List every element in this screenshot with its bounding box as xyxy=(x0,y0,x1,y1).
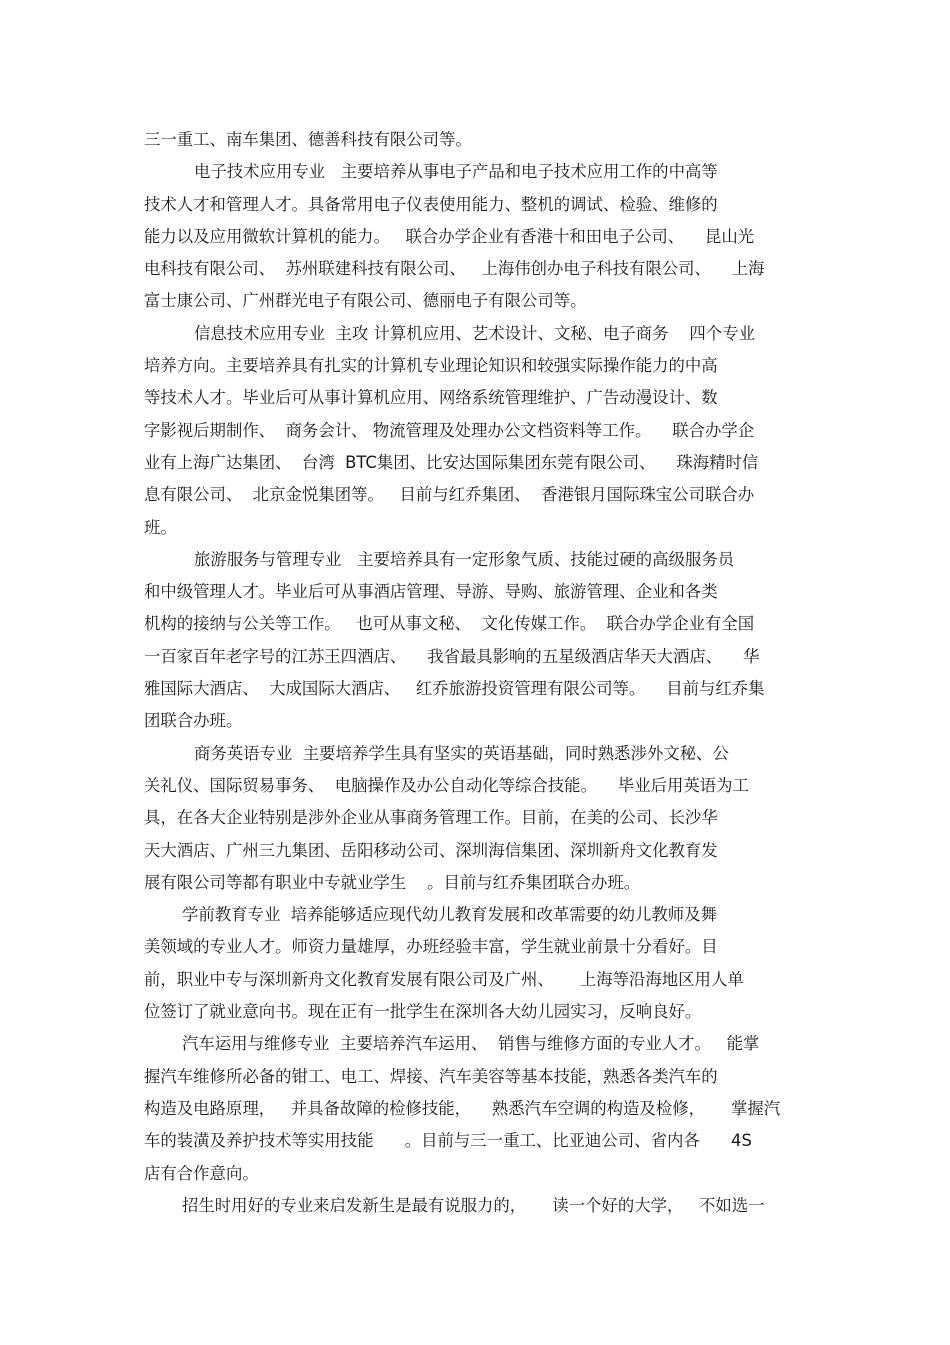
text-line: 构造及电路原理， 并具备故障的检修技能， 熟悉汽车空调的构造及检修， 掌握汽 xyxy=(144,1098,781,1118)
text-line: 三一重工、南车集团、德善科技有限公司等。 xyxy=(144,130,472,149)
text-line: 天大酒店、广州三九集团、岳阳移动公司、深圳海信集团、深圳新舟文化教育发 xyxy=(144,840,718,860)
text-line: 业有上海广达集团、 台湾 BTC集团、比安达国际集团东莞有限公司、 珠海精时信 xyxy=(144,452,759,472)
text-line: 雅国际大酒店、 大成国际大酒店、 红乔旅游投资管理有限公司等。 目前与红乔集 xyxy=(144,679,765,699)
text-line: 店有合作意向。 xyxy=(144,1163,259,1183)
text-line: 团联合办班。 xyxy=(144,711,243,731)
text-line: 技术人才和管理人才。具备常用电子仪表使用能力、整机的调试、检验、维修的 xyxy=(144,194,718,214)
text-line: 握汽车维修所必备的钳工、电工、焊接、汽车美容等基本技能，熟悉各类汽车的 xyxy=(144,1066,718,1086)
text-line: 班。 xyxy=(144,517,177,537)
text-line: 培养方向。主要培养具有扎实的计算机专业理论知识和较强实际操作能力的中高 xyxy=(144,356,718,376)
text-line: 旅游服务与管理专业 主要培养具有一定形象气质、技能过硬的高级服务员 xyxy=(194,549,735,569)
text-line: 展有限公司等都有职业中专就业学生 。目前与红乔集团联合办班。 xyxy=(144,872,641,892)
text-line: 学前教育专业 培养能够适应现代幼儿教育发展和改革需要的幼儿教师及舞 xyxy=(182,905,717,925)
text-line: 电科技有限公司、 苏州联建科技有限公司、 上海伟创办电子科技有限公司、 上海 xyxy=(144,259,765,279)
text-line: 一百家百年老字号的江苏王四酒店、 我省最具影响的五星级酒店华天大酒店、 华 xyxy=(144,646,760,666)
text-line: 富士康公司、广州群光电子有限公司、德丽电子有限公司等。 xyxy=(144,291,587,311)
text-line: 关礼仪、国际贸易事务、 电脑操作及办公自动化等综合技能。 毕业后用英语为工 xyxy=(144,775,749,795)
text-line: 能力以及应用微软计算机的能力。 联合办学企业有香港十和田电子公司、 昆山光 xyxy=(144,226,755,246)
body-text xyxy=(144,124,814,1222)
text-line: 具，在各大企业特别是涉外企业从事商务管理工作。目前，在美的公司、长沙华 xyxy=(144,808,718,828)
text-line: 商务英语专业 主要培养学生具有坚实的英语基础，同时熟悉涉外文秘、公 xyxy=(194,743,729,763)
text-line: 电子技术应用专业 主要培养从事电子产品和电子技术应用工作的中高等 xyxy=(194,162,718,182)
text-line: 字影视后期制作、 商务会计、 物流管理及处理办公文档资料等工作。 联合办学企 xyxy=(144,420,755,440)
text-line: 美领域的专业人才。师资力量雄厚，办班经验丰富，学生就业前景十分看好。目 xyxy=(144,937,718,957)
text-line: 等技术人才。毕业后可从事计算机应用、网络系统管理维护、广告动漫设计、数 xyxy=(144,388,718,408)
text-line: 机构的接纳与公关等工作。 也可从事文秘、 文化传媒工作。 联合办学企业有全国 xyxy=(144,614,755,634)
text-line: 车的装潢及养护技术等实用技能 。目前与三一重工、比亚迪公司、省内各 4S xyxy=(144,1131,752,1151)
text-line: 汽车运用与维修专业 主要培养汽车运用、 销售与维修方面的专业人才。 能掌 xyxy=(182,1034,760,1054)
text-line: 前，职业中专与深圳新舟文化教育发展有限公司及广州、 上海等沿海地区用人单 xyxy=(144,969,744,989)
text-line: 招生时用好的专业来启发新生是最有说服力的， 读一个好的大学， 不如选一 xyxy=(182,1195,765,1215)
text-line: 信息技术应用专业 主攻 计算机应用、艺术设计、文秘、电子商务 四个专业 xyxy=(194,323,755,343)
text-line: 息有限公司、 北京金悦集团等。 目前与红乔集团、 香港银月国际珠宝公司联合办 xyxy=(144,485,755,505)
text-line: 位签订了就业意向书。现在正有一批学生在深圳各大幼儿园实习，反响良好。 xyxy=(144,1002,702,1022)
text-line: 和中级管理人才。毕业后可从事酒店管理、导游、导购、旅游管理、企业和各类 xyxy=(144,582,718,602)
